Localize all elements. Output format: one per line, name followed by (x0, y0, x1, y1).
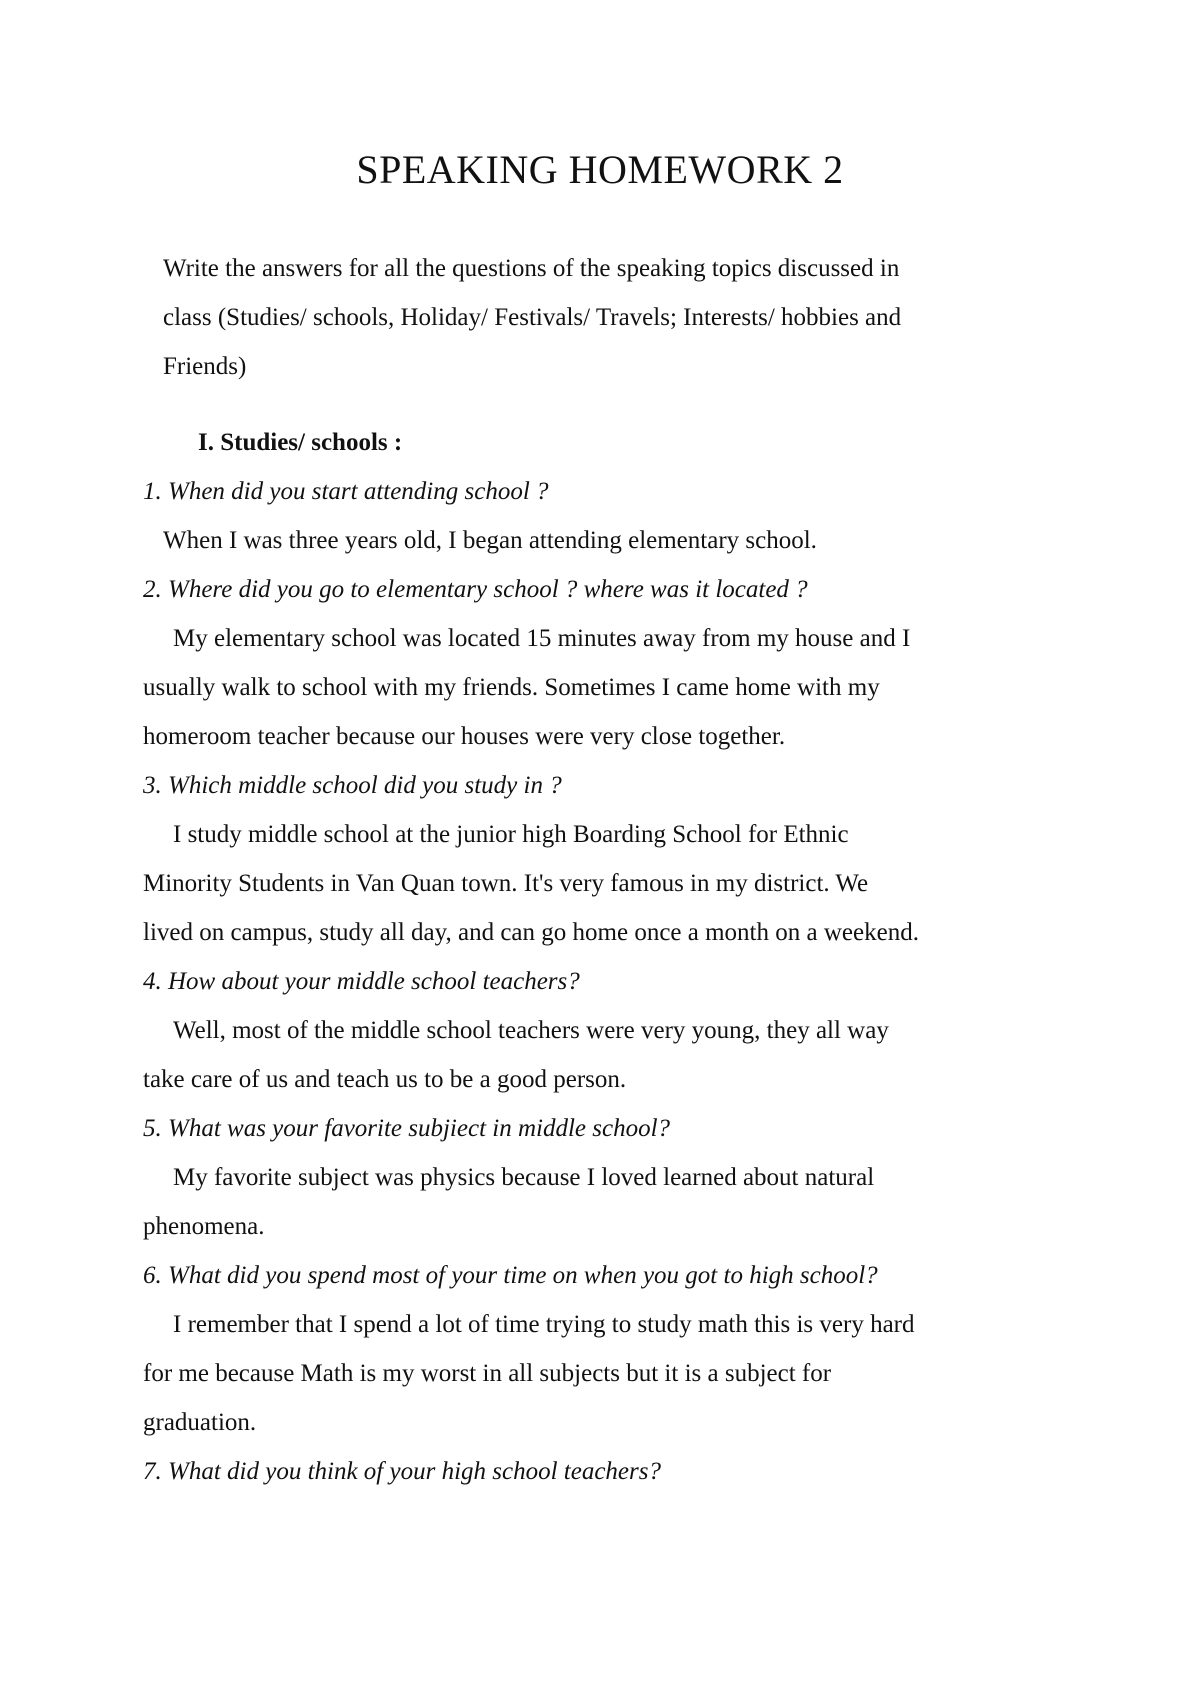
question-7: 7. What did you think of your high school teachers? (143, 1458, 661, 1485)
question-5: 5. What was your favorite subjiect in middle school? (143, 1115, 671, 1142)
instructions-line: Write the answers for all the questions of the speaking topics discussed in (163, 255, 900, 282)
answer-6-line: I remember that I spend a lot of time trying to study math this is very hard (173, 1311, 915, 1338)
answer-3-line: I study middle school at the junior high Boarding School for Ethnic (173, 821, 849, 848)
answer-6-line: graduation. (143, 1409, 257, 1436)
question-1: 1. When did you start attending school ? (143, 478, 549, 505)
document-title: SPEAKING HOMEWORK 2 (356, 147, 844, 192)
section-heading: I. Studies/ schools : (198, 429, 403, 456)
questions-section (143, 418, 1043, 1496)
answer-4-line: take care of us and teach us to be a good person. (143, 1066, 627, 1093)
answer-4-line: Well, most of the middle school teachers were very young, they all way (173, 1017, 889, 1044)
answer-5-line: phenomena. (143, 1213, 265, 1240)
answer-3-line: lived on campus, study all day, and can go home once a month on a weekend. (143, 919, 919, 946)
instructions-line: class (Studies/ schools, Holiday/ Festivals/ Travels; Interests/ hobbies and (163, 304, 902, 331)
answer-6-line: for me because Math is my worst in all subjects but it is a subject for (143, 1360, 832, 1387)
answer-2-line: My elementary school was located 15 minutes away from my house and I (173, 625, 911, 652)
answer-3-line: Minority Students in Van Quan town. It's very famous in my district. We (143, 870, 869, 897)
answer-2-line: homeroom teacher because our houses were very close together. (143, 723, 786, 750)
answer-5-line: My favorite subject was physics because I loved learned about natural (173, 1164, 875, 1191)
question-3: 3. Which middle school did you study in ? (143, 772, 562, 799)
answer-1-line: When I was three years old, I began attending elementary school. (163, 527, 817, 554)
question-4: 4. How about your middle school teachers? (143, 968, 580, 995)
question-2: 2. Where did you go to elementary school ? where was it located ? (143, 576, 808, 603)
question-6: 6. What did you spend most of your time on when you got to high school? (143, 1262, 878, 1289)
answer-2-line: usually walk to school with my friends. Sometimes I came home with my (143, 674, 880, 701)
instructions-line: Friends) (163, 353, 247, 380)
instructions-paragraph (163, 244, 1043, 391)
